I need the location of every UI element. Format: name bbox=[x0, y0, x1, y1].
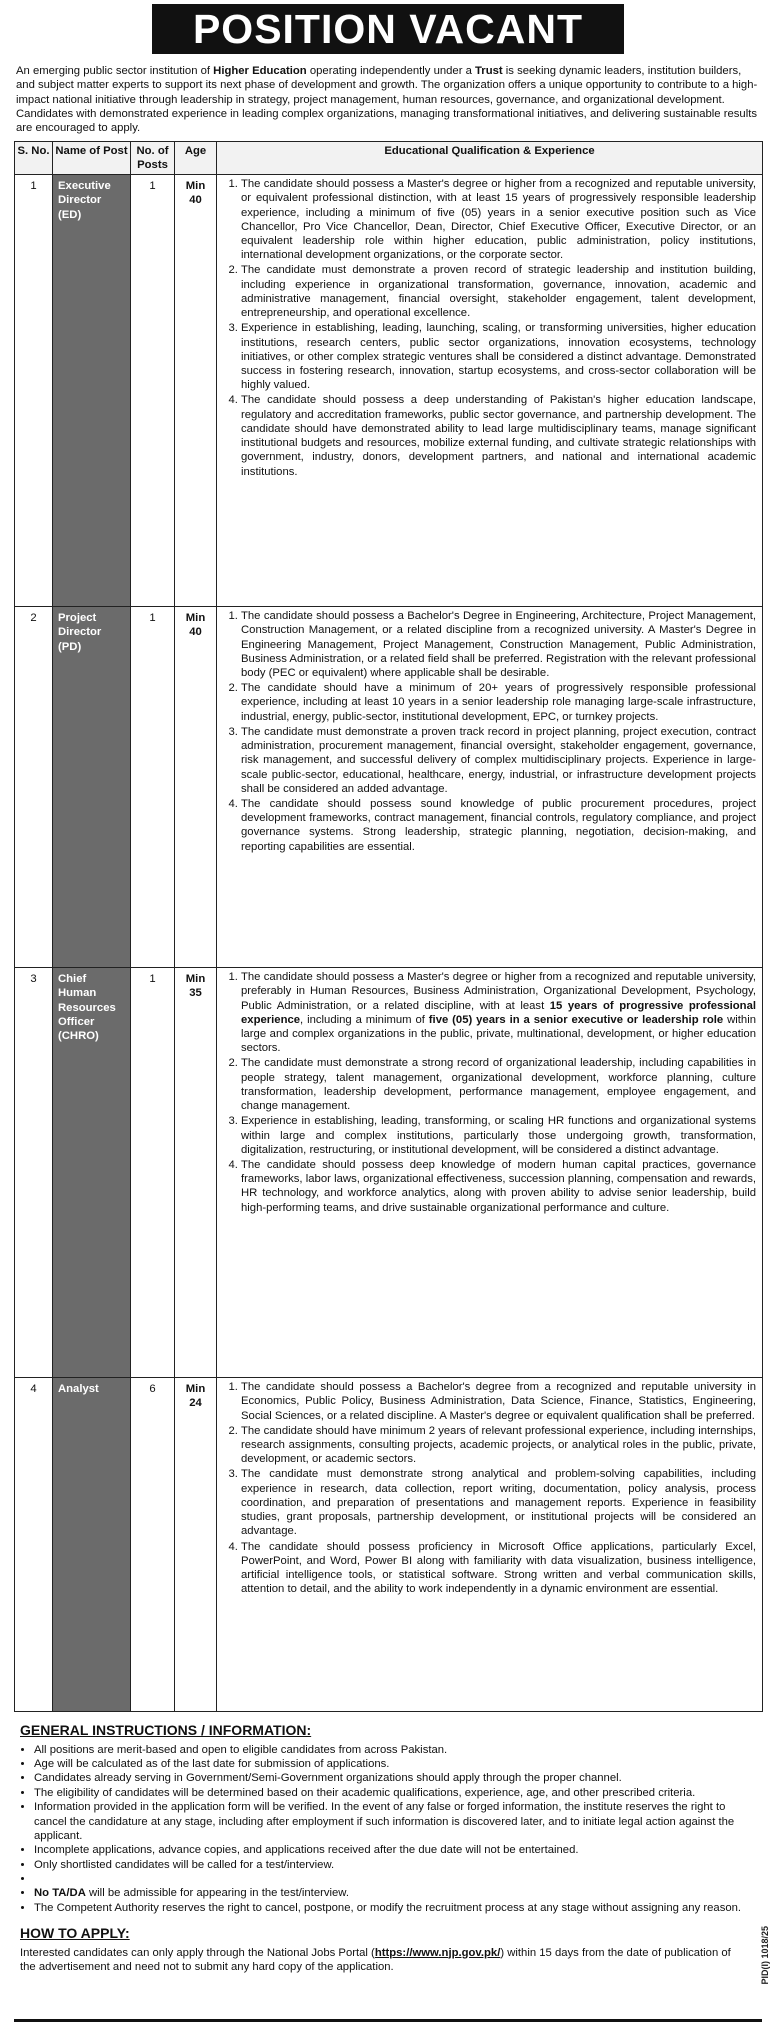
list-item: • Information provided in the application form will be verified. In the event of any false or forged information, the institute reserves the right to cancel the candidature at any stage, including after employment if such information is discovered later, and to initiate legal action against the applicant. bbox=[34, 1800, 750, 1843]
general-instructions-heading: GENERAL INSTRUCTIONS / INFORMATION: bbox=[20, 1722, 312, 1739]
qualification-item: 3. Experience in establishing, leading, transforming, or scaling HR functions and organizational systems within large and complex institutions, particularly those undergoing growth, transformation, digitalization, restructuring, or institutional development, will be considered a distinct advantage. bbox=[241, 1114, 756, 1157]
table-row bbox=[15, 607, 763, 968]
serial-number: 3 bbox=[15, 968, 53, 1378]
qualification-item: 3. The candidate must demonstrate a proven track record in project planning, project execution, contract administration, procurement management, financial oversight, stakeholder engagement, governance, risk management, and successful delivery of complex multidisciplinary projects. Experience in large-scale public-sector, educational, healthcare, energy, industrial, or infrastructure development projects shall be considered an added advantage. bbox=[241, 725, 756, 796]
how-to-apply-heading: HOW TO APPLY: bbox=[20, 1924, 130, 1941]
how-to-apply-text: Interested candidates can only apply through the National Jobs Portal (https://www.njp.gov.pk/) within 15 days from the date of publication of the advertisement and need not to submit any hard copy of the application. bbox=[20, 1946, 731, 1973]
column-header-qualification: Educational Qualification & Experience bbox=[217, 141, 763, 174]
table-row bbox=[15, 175, 763, 607]
qualification-item: 1. The candidate should possess a Master's degree or higher from a recognized and reputable university, or equivalent professional distinction, with at least 15 years of progressively responsible leadership experience, including a minimum of five (05) years in a senior executive position such as Vice Chancellor, Pro Vice Chancellor, Dean, Director, Chief Executive Officer, Executive Director, or an equivalent leadership role within higher education, public administration, policy institutions, international development organizations, or the corporate sector. bbox=[241, 177, 756, 262]
intro-paragraph: An emerging public sector institution of Higher Education operating independently under a Trust is seeking dynamic leaders, institution builders, and subject matter experts to support its next phase of development and growth. The organization offers a unique opportunity to contribute to a high-impact national initiative through leadership in strategy, project management, human resources, governance, and organizational development. Candidates with demonstrated experience in leading complex organizations, managing transformational initiatives, and delivering sustainable results are encouraged to apply. bbox=[16, 65, 758, 135]
qualification-item: 4. The candidate should possess sound knowledge of public procurement procedures, project development frameworks, contract management, financial controls, regulatory compliance, and project governance systems. Strong leadership, strategic planning, negotiation, decision-making, and reporting capabilities are essential. bbox=[241, 797, 756, 854]
qualification-cell bbox=[217, 607, 763, 968]
column-header-age: Age bbox=[175, 141, 217, 174]
list-item: • All positions are merit-based and open to eligible candidates from across Pakistan. bbox=[34, 1743, 750, 1757]
table-header-row bbox=[15, 141, 763, 174]
qualification-item: 1. The candidate should possess a Bachelor's degree from a recognized and reputable university in Economics, Public Policy, Business Administration, Data Science, Finance, Statistics, Engineering, Social Sciences, or a related discipline. A Master's degree or equivalent qualification shall be preferred. bbox=[241, 1380, 756, 1423]
njp-link[interactable]: https://www.njp.gov.pk/ bbox=[374, 1946, 501, 1959]
age-limit: Min 24 bbox=[175, 1378, 217, 1712]
column-header-post: Name of Post bbox=[53, 141, 131, 174]
advertisement-page bbox=[0, 4, 776, 2025]
pid-number: PID(I) 1018/25 bbox=[760, 1926, 770, 1985]
list-item bbox=[34, 1872, 750, 1886]
posts-count: 1 bbox=[131, 607, 175, 968]
post-name: Project Director (PD) bbox=[53, 607, 131, 968]
age-limit: Min 40 bbox=[175, 607, 217, 968]
age-limit: Min 40 bbox=[175, 175, 217, 607]
qualification-item: 1. The candidate should possess a Master's degree or higher from a recognized and reputable university, preferably in Human Resources, Business Administration, Organizational Development, Psychology, Public Administration, or a related discipline, with at least 15 years of progressive professional experience, including a minimum of five (05) years in a senior executive or leadership role within large and complex organizations in the public, private, multinational, development, or higher education sectors. bbox=[241, 970, 756, 1055]
post-name: Chief Human Resources Officer (CHRO) bbox=[53, 968, 131, 1378]
qualification-item: 3. Experience in establishing, leading, launching, scaling, or transforming universities, higher education institutions, research centers, public sector organizations, innovation ecosystems, technology initiatives, or other complex strategic ventures shall be considered a distinct advantage. Demonstrated success in fostering research, innovation, startup ecosystems, and cross-sector collaboration will be highly valued. bbox=[241, 321, 756, 392]
serial-number: 2 bbox=[15, 607, 53, 968]
list-item: • The eligibility of candidates will be determined based on their academic qualifications, experience, age, and other prescribed criteria. bbox=[34, 1786, 750, 1800]
list-item: • Incomplete applications, advance copies, and applications received after the due date will not be entertained. bbox=[34, 1843, 750, 1857]
qualification-item: 1. The candidate should possess a Bachelor's Degree in Engineering, Architecture, Project Management, Construction Management, or a related discipline from a recognized university. A Master's Degree in Engineering Management, Project Management, Construction Management, Public Administration, Business Administration, or a related field shall be preferred. Registration with the relevant professional body (PEC or equivalent) where applicable shall be desirable. bbox=[241, 609, 756, 680]
qualification-cell bbox=[217, 175, 763, 607]
general-instructions-list bbox=[20, 1743, 750, 1915]
post-name: Analyst bbox=[53, 1378, 131, 1712]
qualification-item: 4. The candidate should possess proficiency in Microsoft Office applications, particularly Excel, PowerPoint, and Word, Power BI along with familiarity with data visualization, business intelligence, artificial intelligence tools, or statistical software. Strong written and verbal communication skills, attention to detail, and the ability to work independently in a dynamic environment are essential. bbox=[241, 1540, 756, 1597]
column-header-posts: No. of Posts bbox=[131, 141, 175, 174]
post-name: Executive Director (ED) bbox=[53, 175, 131, 607]
posts-count: 1 bbox=[131, 968, 175, 1378]
serial-number: 1 bbox=[15, 175, 53, 607]
qualification-item: 3. The candidate must demonstrate strong analytical and problem-solving capabilities, including experience in research, data collection, report writing, documentation, policy analysis, process coordination, and preparation of presentations and management reports. Experience in feasibility studies, grant proposals, partnership development, or institutional projects will be considered an advantage. bbox=[241, 1467, 756, 1538]
posts-count: 6 bbox=[131, 1378, 175, 1712]
qualification-item: 2. The candidate must demonstrate a strong record of organizational leadership, including capabilities in people strategy, talent management, organizational development, workforce planning, culture transformation, leadership development, performance management, employee engagement, and change management. bbox=[241, 1056, 756, 1113]
list-item: • Age will be calculated as of the last date for submission of applications. bbox=[34, 1757, 750, 1771]
qualification-item: 4. The candidate should possess deep knowledge of modern human capital practices, governance frameworks, labor laws, organizational effectiveness, succession planning, compensation and rewards, HR technology, and workforce analytics, along with proven ability to advise senior leadership, build high-performing teams, and drive sustainable organizational performance and culture. bbox=[241, 1158, 756, 1215]
qualification-item: 2. The candidate must demonstrate a proven record of strategic leadership and institution building, including experience in organizational transformation, governance, innovation, academic and administrative management, financial oversight, stakeholder engagement, talent development, entrepreneurship, and operational excellence. bbox=[241, 263, 756, 320]
column-header-sno: S. No. bbox=[15, 141, 53, 174]
table-row bbox=[15, 968, 763, 1378]
list-item: • The Competent Authority reserves the right to cancel, postpone, or modify the recruitment process at any stage without assigning any reason. bbox=[34, 1901, 750, 1915]
list-item: • Candidates already serving in Government/Semi-Government organizations should apply through the proper channel. bbox=[34, 1771, 750, 1785]
positions-table bbox=[14, 141, 763, 1712]
qualification-cell bbox=[217, 1378, 763, 1712]
qualification-item: 2. The candidate should have minimum 2 years of relevant professional experience, including internships, research assignments, consulting projects, academic projects, or analytical roles in the public, private, development, or academic sectors. bbox=[241, 1424, 756, 1467]
age-limit: Min 35 bbox=[175, 968, 217, 1378]
qualification-cell bbox=[217, 968, 763, 1378]
posts-count: 1 bbox=[131, 175, 175, 607]
qualification-item: 4. The candidate should possess a deep understanding of Pakistan's higher education landscape, regulatory and accreditation frameworks, public sector governance, and partnership development. The candidate should have demonstrated ability to lead large multidisciplinary teams, manage significant institutional budgets and resources, mobilize external funding, and cultivate strategic relationships with government, industry, donors, development partners, and national and international academic institutions. bbox=[241, 393, 756, 478]
list-item: • No TA/DA will be admissible for appearing in the test/interview. bbox=[34, 1886, 750, 1900]
page-title: POSITION VACANT bbox=[152, 4, 624, 54]
table-row bbox=[15, 1378, 763, 1712]
qualification-item: 2. The candidate should have a minimum of 20+ years of progressively responsible professional experience, including at least 10 years in a senior leadership role managing large-scale infrastructure, industrial, energy, public-sector, institutional development, EPC, or turnkey projects. bbox=[241, 681, 756, 724]
list-item: • Only shortlisted candidates will be called for a test/interview. bbox=[34, 1858, 750, 1872]
serial-number: 4 bbox=[15, 1378, 53, 1712]
